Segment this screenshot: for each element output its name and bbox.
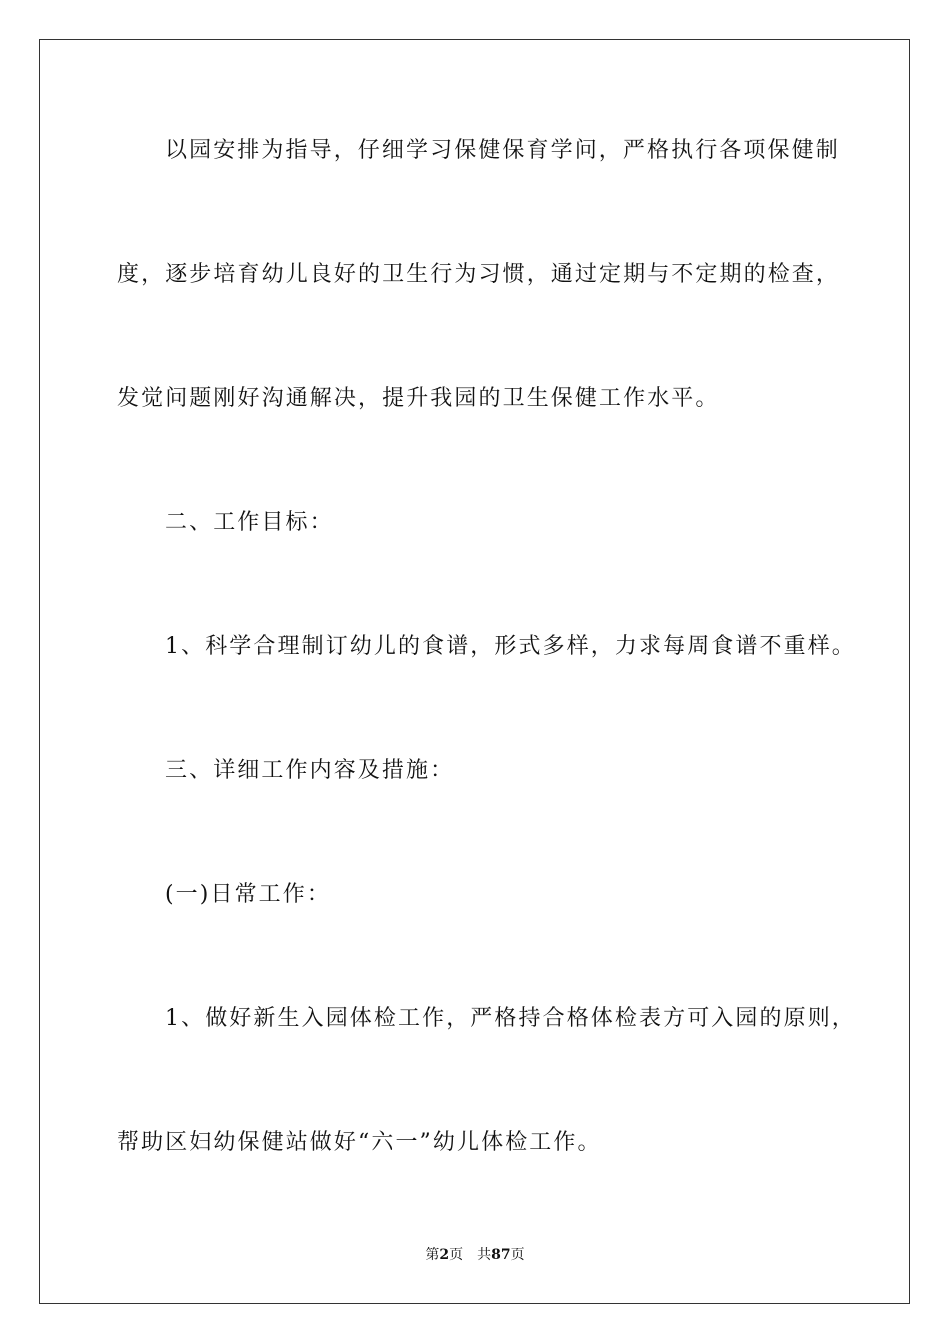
- footer-page-suffix: 页: [449, 1247, 464, 1263]
- page-footer: [0, 1246, 950, 1264]
- footer-page-number: 2: [439, 1247, 450, 1263]
- section-heading-measures: 三、详细工作内容及措施：: [165, 758, 455, 783]
- section-heading-goals: 二、工作目标：: [165, 510, 334, 535]
- paragraph-line-9: 帮助区妇幼保健站做好“六一”幼儿体检工作。: [117, 1130, 602, 1155]
- footer-total-number: 87: [491, 1247, 511, 1263]
- footer-total-prefix: 共: [477, 1247, 492, 1263]
- page-border: [39, 39, 910, 1304]
- paragraph-line-8: 1、做好新生入园体检工作，严格持合格体检表方可入园的原则，: [165, 1006, 856, 1031]
- subsection-heading-daily: (一)日常工作：: [165, 882, 331, 907]
- footer-total-suffix: 页: [510, 1247, 525, 1263]
- footer-page-prefix: 第: [425, 1247, 440, 1263]
- paragraph-line-2: 度，逐步培育幼儿良好的卫生行为习惯，通过定期与不定期的检查，: [117, 262, 841, 287]
- paragraph-line-5: 1、科学合理制订幼儿的食谱，形式多样，力求每周食谱不重样。: [165, 634, 856, 659]
- paragraph-line-3: 发觉问题刚好沟通解决，提升我园的卫生保健工作水平。: [117, 386, 720, 411]
- paragraph-line-1: 以园安排为指导，仔细学习保健保育学问，严格执行各项保健制: [165, 138, 840, 163]
